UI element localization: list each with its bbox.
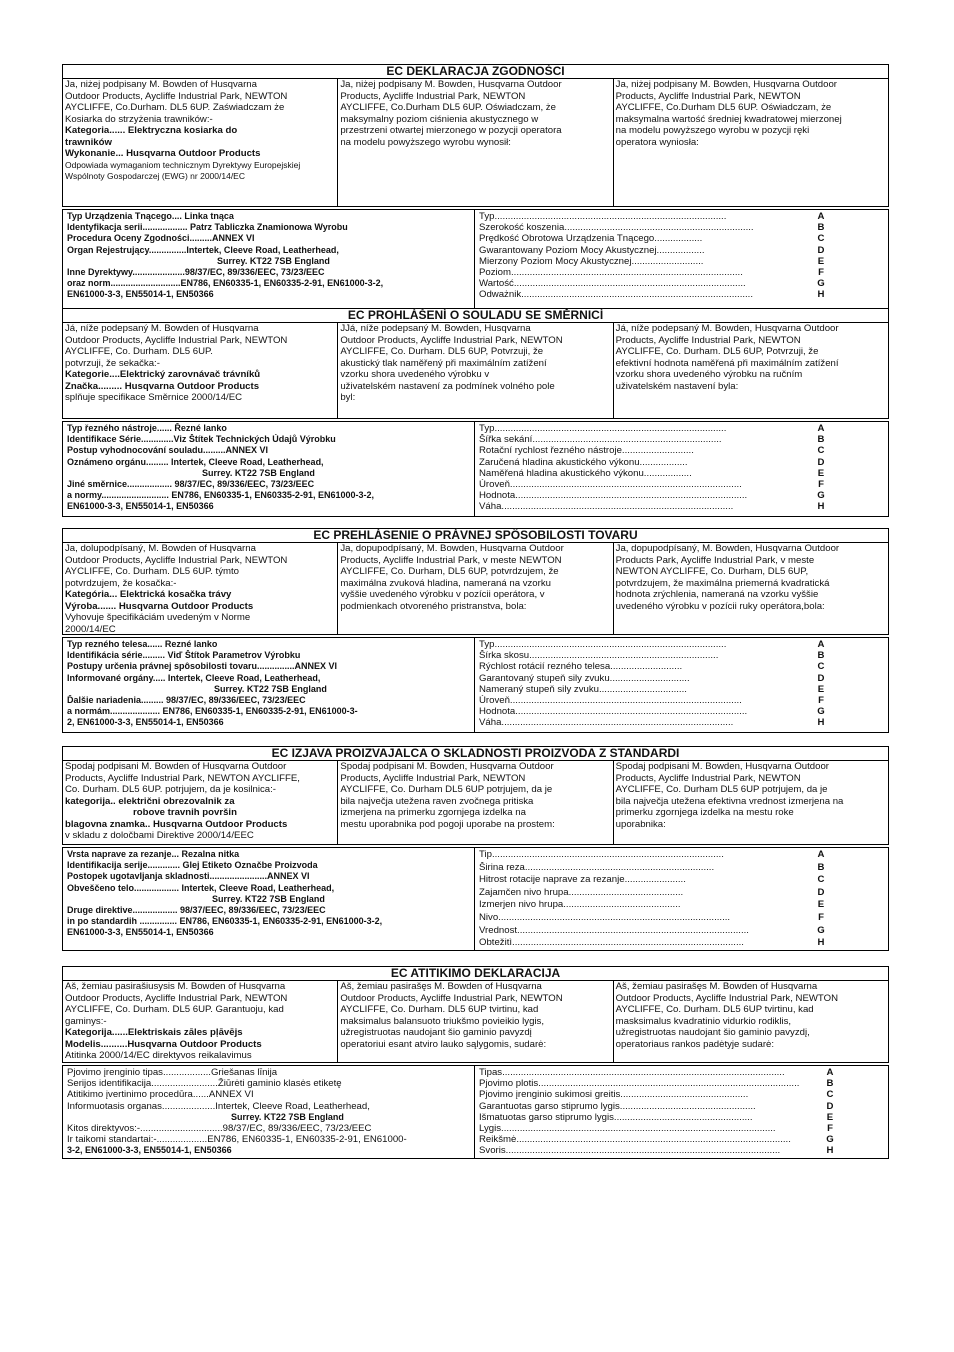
statement-col-2: Spodaj podpisani M. Bowden, Husqvarna Outdoor Products, Aycliffe Industrial Park, NEWTON AYCLIFFE, Co. Durham DL5 6UP potrjujem, da je bila največja utežena raven zvočnega pritiska izmerjena na primerku zgornjega izdelka na mestu uporabnika pod pogoji uporabe na prostem: — [337, 761, 612, 844]
measure-row: Rýchlost rotácií rezného telesa........................... C — [479, 661, 825, 673]
measure-row: Zajamčen nivo hrupa........................................... D — [479, 886, 825, 898]
measure-row: Typ....................................................................................... A — [479, 211, 825, 222]
measure-row: Szerokość koszenia....................................................................... B — [479, 222, 825, 234]
statement-col-1: Já, níže podepsaný M. Bowden of Husqvarna Outdoor Products, Aycliffe Industrial Park, NEWTON AYCLIFFE, Co. Durham. DL5 6UP. potvrzuji, že sekačka:- Kategorie....Elektrický zarovnávač trávníků Značka......... Husqvarna Outdoor Products splňuje specifikace Směrnice 2000/14/EC — [65, 323, 288, 403]
measurement-list — [475, 422, 888, 516]
statement-col-3: Spodaj podpisani M. Bowden, Husqvarna Outdoor Products, Aycliffe Industrial Park, NEWTON AYCLIFFE, Co. Durham DL5 6UP potrjujem, da je bila največja utežena efektivna vrednost izmerjena na primerku zgornjega izdelka na mestu roke uporabnika: — [613, 761, 888, 844]
product-details: Pjovimo įrenginio tipas..................Griešanas līnija Serijos identifikacija.........................Žiūrėti gaminio klasės etiketę Atitikimo įvertinimo procedūra......ANNEX VI Informuotasis organas....................Intertek, Cleeve Road, Leatherhead, Surrey. KT22 7SB England Kitos direktyvos:-...............................98/37/EC, 89/336/EEC, 73/23/EEC Ir taikomi standartai:-...................EN786, EN60335-1, EN60335-2-91, EN61000- 3-2, EN61000-3-3, EN55014-1, EN50366 — [63, 1066, 475, 1158]
measure-row: Šířka sekání....................................................................... B — [479, 434, 825, 446]
measure-row: Wartość....................................................................................... G — [479, 278, 825, 290]
measurement-list — [475, 1066, 888, 1158]
statement-columns — [62, 761, 889, 845]
statement-columns — [62, 981, 889, 1063]
measure-row: Obtežitì....................................................................................... H — [479, 937, 825, 949]
measure-row: Hodnota....................................................................................... G — [479, 490, 825, 502]
statement-columns — [62, 79, 889, 207]
statement-col-2: Ja, dopupodpísaný, M. Bowden, Husqvarna Outdoor Products, Aycliffe Industrial Park, v meste NEWTON AYCLIFFE, Co. Durham, DL5 6UP, potvrdzujem, že maximálna zvuková hladina, nameraná na vzorku vyššie uvedeného výrobku v pozícii operátora, v podmienkach otvoreného pristranstva, bola: — [337, 543, 612, 634]
measurement-list — [475, 848, 888, 950]
product-details: Typ rezného telesa...... Rezné lanko Identifikácia série......... Viď Štítok Parametrov Výrobku Postupy určenia právnej spôsobilosti tovaru...............ANNEX VI Informované orgány..... Intertek, Cleeve Road, Leatherhead, Surrey. KT22 7SB England Ďalšie nariadenia......... 98/37/EC, 89/336/EEC, 73/23/EEC a normám.................... EN786, EN60335-1, EN60335-2-91, EN61000-3- 2, EN61000-3-3, EN55014-1, EN50366 — [63, 638, 475, 732]
statement-columns — [62, 323, 889, 419]
statement-col-2: Aš, žemiau pasirašęs M. Bowden of Husqvarna Outdoor Products, Aycliffe Industrial Park, NEWTON AYCLIFFE, Co. Durham. DL5 6UP tvirtinu, kad maksimalus balansuoto triukšmo povieikio lygis, užregistruotas naudojant šio gaminio pavyzdį operatoriui esant atviro lauko sąlygomis, sudarė: — [337, 981, 612, 1062]
measure-row: Svoris....................................................................................................... H — [479, 1145, 834, 1157]
measure-row: Hitrost rotacije naprave za rezanje....................... C — [479, 874, 825, 886]
declaration-section-pl — [62, 64, 889, 309]
product-details: Typ řezného nástroje...... Řezné lanko Identifikace Série.............Viz Štítek Technických Údajů Výrobku Postup vyhodnocování souladu.........ANNEX VI Oznámeno orgánu......... Intertek, Cleeve Road, Leatherhead, Surrey. KT22 7SB England Jiné směrnice.................. 98/37/EC, 89/336/EEC, 73/23/EEC a normy........................... EN786, EN60335-1, EN60335-2-91, EN61000-3-2, EN61000-3-3, EN55014-1, EN50366 — [63, 422, 475, 516]
statement-columns — [62, 543, 889, 635]
statement-col-2: Ja, niżej podpisany M. Bowden, Husqvarna Outdoor Products, Aycliffe Industrial Park, NEWTON AYCLIFFE, Co.Durham DL5 6UP. Oświadczam, że maksymalny poziom ciśnienia akustycznego w przestrzeni otwartej mierzonego w pozycji operatora na modelu powyższego wyrobu wynosił: — [337, 79, 612, 206]
measure-row: Mierzony Poziom Mocy Akustycznej........................... E — [479, 255, 825, 267]
measure-row: Tipas.......................................................................................................... A — [479, 1067, 834, 1078]
measure-row: Išmatuotas garso stiprumo lygis.................................................... E — [479, 1111, 834, 1123]
declaration-section-lt — [62, 966, 889, 1159]
statement-col-1: Aš, žemiau pasirašiusysis M. Bowden of Husqvarna Outdoor Products, Aycliffe Industrial Park, NEWTON AYCLIFFE, Co. Durham. DL5 6UP. Garantuoju, kad gaminys:- Kategorija......Elektriskais zāles pļāvējs Modelis..........Husqvarna Outdoor Products Atitinka 2000/14/EC direktyvos reikalavimus — [65, 981, 288, 1061]
details-table — [62, 637, 889, 733]
measure-row: Garantuotas garso stiprumo lygis................................................... D — [479, 1100, 834, 1112]
declaration-section-cz — [62, 308, 889, 517]
measure-row: Váha....................................................................................... H — [479, 501, 825, 513]
section-title: EC PREHLÁSENIE O PRÁVNEJ SPÔSOBILOSTI TOVARU — [62, 528, 889, 543]
statement-col-1: Ja, dolupodpísaný, M. Bowden of Husqvarna Outdoor Products, Aycliffe Industrial Park, NEWTON AYCLIFFE, Co. Durham. DL5 6UP. týmto potvrdzujem, že kosačka:- Kategória... Elektrická kosačka trávy Výroba....... Husqvarna Outdoor Products Vyhovuje špecifikáciám uvedeným v Norme 2000/14/EC — [65, 543, 288, 634]
details-table — [62, 421, 889, 517]
measure-row: Hodnota....................................................................................... G — [479, 706, 825, 718]
measure-row: Tip....................................................................................... A — [479, 849, 825, 860]
measurement-list — [475, 210, 888, 308]
statement-col-3: Ja, dopupodpísaný, M. Bowden, Husqvarna Outdoor Products Park, Aycliffe Industrial Park, v meste NEWTON AYCLIFFE, Co. Durham, DL5 6UP, potvrdzujem, že maximálna priemerná kvadratická hodnota zrýchlenia, nameraná na vzorku vyššie uvedeného výrobku v pozícii ruky operátora,bola: — [613, 543, 888, 634]
details-table — [62, 1065, 889, 1159]
measure-row: Izmerjen nivo hrupa............................................ E — [479, 899, 825, 911]
measure-row: Šírka skosu....................................................................... B — [479, 650, 825, 662]
details-table — [62, 209, 889, 309]
section-title: EC ATITIKIMO DEKLARACIJA — [62, 966, 889, 981]
product-details: Typ Urządzenia Tnącego.... Linka tnąca Identyfikacja serii.................. Patrz Tabliczka Znamionowa Wyrobu Procedura Oceny Zgodności.........ANNEX VI Organ Rejestrujący...............Intertek, Cleeve Road, Leatherhead, Surrey. KT22 7SB England Inne Dyrektywy.....................98/37/EC, 89/336/EEC, 73/23/EEC oraz norm............................EN786, EN60335-1, EN60335-2-91, EN61000-3-2, EN61000-3-3, EN55014-1, EN50366 — [63, 210, 475, 308]
measure-row: Odważnik....................................................................................... H — [479, 289, 825, 301]
measure-row: Zaručená hladina akustického výkonu.................. D — [479, 456, 825, 468]
measure-row: Pjovimo plotis.................................................................................................. B — [479, 1078, 834, 1090]
declaration-section-sk — [62, 528, 889, 733]
statement-col-3: Já, níže podepsaný M. Bowden, Husqvarna Outdoor Products, Aycliffe Industrial Park, NEWTON AYCLIFFE, Co. Durham. DL5 6UP, Potvrzuji, že efektivní hodnota naměřená při maximálním zatížení vzorku shora uvedeného výrobku na ručním uživatelském nastavení byla: — [613, 323, 888, 418]
section-title: EC IZJAVA PROIZVAJALCA O SKLADNOSTI PROIZVODA Z STANDARDI — [62, 746, 889, 761]
measure-row: Typ....................................................................................... A — [479, 639, 825, 650]
measure-row: Typ....................................................................................... A — [479, 423, 825, 434]
measure-row: Lygis....................................................................................................... F — [479, 1123, 833, 1135]
statement-col-1: Ja, niżej podpisany M. Bowden of Husqvarna Outdoor Products, Aycliffe Industrial Park, NEWTON AYCLIFFE, Co.Durham. DL5 6UP. Zaświadczam że Kosiarka do strzyżenia trawników:- Kategoria...... Elektryczna kosiarka do trawników Wykonanie... Husqvarna Outdoor Products Odpowiada wymaganiom technicznym Dyrektywy Europejskiej Wspólnoty Gospodarczej (EWG) nr 2000/14/EC — [65, 79, 301, 181]
product-details: Vrsta naprave za rezanje... Rezalna nitka Identifikacija serije............. Glej Etiketo Označbe Proizvoda Postopek ugotavljanja skladnosti.......................ANNEX VI Obveščeno telo.................. Intertek, Cleeve Road, Leatherhead, Surrey. KT22 7SB England Druge direktive.................. 98/37/EEC, 89/336/EEC, 73/23/EEC in po standardih ............... EN786, EN60335-1, EN60335-2-91, EN61000-3-2, EN61000-3-3, EN55014-1, EN50366 — [63, 848, 475, 950]
measure-row: Nivo....................................................................................... F — [479, 911, 824, 923]
measure-row: Váha....................................................................................... H — [479, 717, 825, 729]
declaration-section-si — [62, 746, 889, 951]
details-table — [62, 847, 889, 951]
measure-row: Garantovaný stupeň sily zvuku.............................. D — [479, 672, 825, 684]
section-title: EC DEKLARACJA ZGODNOŚCI — [62, 64, 889, 79]
measure-row: Reikšmė....................................................................................................... G — [479, 1134, 834, 1146]
measure-row: Úroveň....................................................................................... F — [479, 479, 824, 491]
statement-col-2: JJá, níže podepsaný M. Bowden, Husqvarna Outdoor Products, Aycliffe Industrial Park, NEWTON AYCLIFFE, Co. Durham. DL5 6UP, Potvrzuji, že akustický tlak naměřený při maximálním zatížení vzorku shora uvedeného výrobku v uživatelském nastavení za podmínek volného pole byl: — [337, 323, 612, 418]
measure-row: Úroveň....................................................................................... F — [479, 695, 824, 707]
measure-row: Prędkość Obrotowa Urządzenia Tnącego.................. C — [479, 233, 825, 245]
measure-row: Pjovimo įrenginio sukimosi greitis................................................ C — [479, 1089, 834, 1101]
measure-row: Rotační rychlost řezného nástroje........................... C — [479, 445, 825, 457]
measure-row: Naměřená hladina akustického výkonu.................. E — [479, 467, 825, 479]
statement-col-3: Aš, žemiau pasirašęs M. Bowden of Husqvarna Outdoor Products, Aycliffe Industrial Park, NEWTON AYCLIFFE, Co. Durham. DL5 6UP tvirtinu, kad masksimalus kvadratinio vidurkio rodiklis, užregistruotas naudojant šio gaminio pavyzdį, operatoriaus rankos padėtyje sudarė: — [613, 981, 888, 1062]
statement-col-3: Ja, niżej podpisany M. Bowden, Husqvarna Outdoor Products, Aycliffe Industrial Park, NEWTON AYCLIFFE, Co.Durham DL5 6UP. Oświadczam, że maksymalna wartość średniej kwadratowej mierzonej na modelu powyższego wyrobu w pozycji ręki operatora wyniosła: — [613, 79, 888, 206]
measure-row: Gwarantowany Poziom Mocy Akustycznej.................. D — [479, 244, 825, 256]
section-title: EC PROHLÁŠENÍ O SOULADU SE SMĚRNICÍ — [62, 308, 889, 323]
statement-col-1: Spodaj podpisani M. Bowden of Husqvarna Outdoor Products, Aycliffe Industrial Park, NEWTON AYCLIFFE, Co. Durham. DL5 6UP. potrjujem, da je kosilnica:- kategorija.. električni obrezovalnik za robove travnih površin blagovna znamka.. Husqvarna Outdoor Products v skladu z določbami Direktive 2000/14/EEC — [65, 761, 300, 841]
measure-row: Vrednost....................................................................................... G — [479, 924, 825, 936]
measurement-list — [475, 638, 888, 732]
measure-row: Širina reza....................................................................... B — [479, 861, 825, 873]
measure-row: Nameraný stupeň sily zvuku................................. E — [479, 683, 825, 695]
measure-row: Poziom....................................................................................... F — [479, 267, 824, 279]
